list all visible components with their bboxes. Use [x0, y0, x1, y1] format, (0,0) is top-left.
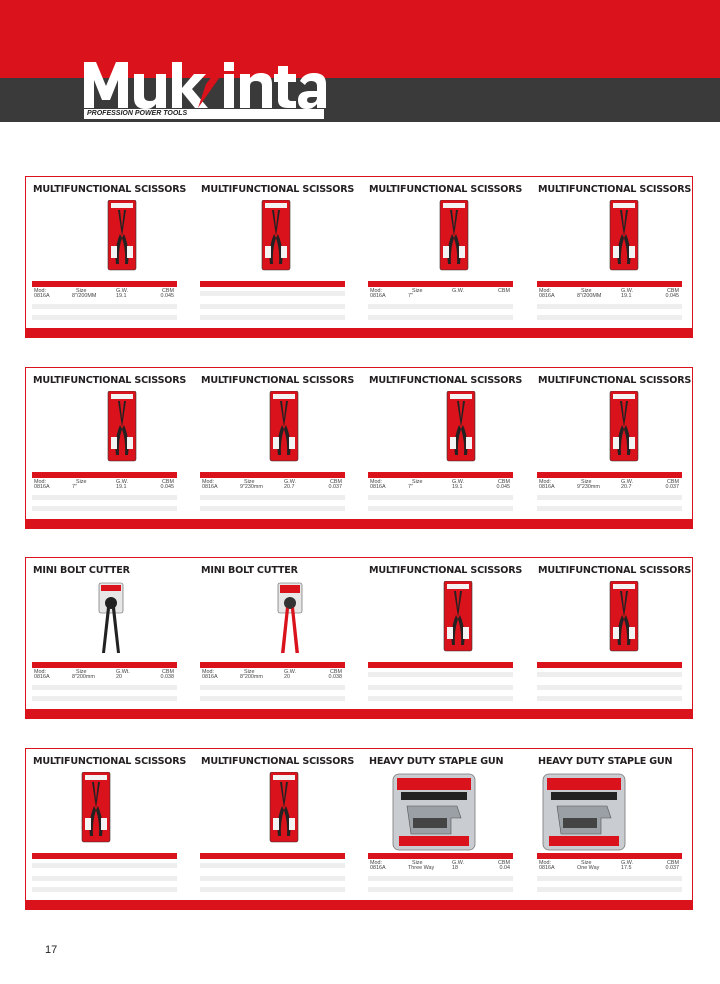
spec-model-value: 0816A — [34, 484, 50, 490]
product-section — [25, 367, 693, 529]
spec-size-label: Size — [581, 288, 592, 294]
spec-size-label: Size — [581, 860, 592, 866]
spec-row-stripe — [368, 506, 513, 511]
product-card — [531, 368, 692, 518]
spec-model-label: Mod: — [202, 669, 214, 675]
product-title: MINI BOLT CUTTER — [201, 565, 298, 576]
spec-size-value: 8"/200MM — [72, 293, 97, 299]
product-card — [362, 177, 523, 327]
spec-row-stripe — [537, 506, 682, 511]
spec-table — [537, 479, 682, 491]
product-title: MULTIFUNCTIONAL SCISSORS — [201, 756, 355, 767]
spec-row-stripe — [32, 685, 177, 690]
product-title: MULTIFUNCTIONAL SCISSORS — [369, 184, 523, 195]
spec-cbm-label: CBM — [667, 288, 679, 294]
product-card — [194, 558, 344, 708]
spec-gw-label: G.W. — [621, 860, 633, 866]
spec-table — [32, 479, 177, 491]
spec-table — [32, 669, 177, 681]
spec-size-value: 7" — [408, 293, 413, 299]
spec-table — [368, 860, 513, 872]
spec-cbm-value: 0.045 — [665, 293, 679, 299]
spec-gw-value: 20.7 — [621, 484, 632, 490]
spec-size-label: Size — [412, 479, 423, 485]
spec-size-label: Size — [244, 669, 255, 675]
spec-table — [537, 860, 682, 872]
spec-header-bar — [537, 853, 682, 859]
spec-cbm-value: 0.045 — [160, 293, 174, 299]
product-card — [26, 368, 187, 518]
spec-row-stripe — [32, 315, 177, 320]
spec-row-empty — [32, 863, 177, 868]
spec-header-bar — [537, 662, 682, 668]
spec-size-label: Size — [412, 288, 423, 294]
spec-row-stripe — [368, 887, 513, 892]
spec-gw-value: 20 — [284, 674, 290, 680]
spec-size-value: 7" — [72, 484, 77, 490]
spec-model-value: 0816A — [370, 865, 386, 871]
section-footer-bar — [26, 900, 692, 909]
product-title: MULTIFUNCTIONAL SCISSORS — [201, 184, 355, 195]
product-card — [194, 177, 355, 327]
spec-cbm-value: 0.037 — [665, 865, 679, 871]
spec-row-stripe — [32, 495, 177, 500]
spec-cbm-label: CBM — [330, 479, 342, 485]
spec-size-value: 7" — [408, 484, 413, 490]
spec-table — [368, 288, 513, 300]
spec-cbm-label: CBM — [162, 669, 174, 675]
spec-model-label: Mod: — [370, 479, 382, 485]
spec-gw-value: 19.1 — [452, 484, 463, 490]
product-title: MULTIFUNCTIONAL SCISSORS — [201, 375, 355, 386]
spec-row-stripe — [537, 315, 682, 320]
spec-cbm-value: 0.038 — [160, 674, 174, 680]
spec-gw-label: G.W. — [452, 479, 464, 485]
product-title: MULTIFUNCTIONAL SCISSORS — [369, 375, 523, 386]
spec-size-label: Size — [76, 479, 87, 485]
scissors-image — [266, 391, 302, 465]
spec-model-label: Mod: — [539, 479, 551, 485]
spec-table — [368, 479, 513, 491]
product-card — [26, 558, 176, 708]
spec-model-label: Mod: — [370, 860, 382, 866]
spec-row-stripe — [200, 495, 345, 500]
spec-row-stripe — [368, 685, 513, 690]
spec-size-value: 8"200mm — [240, 674, 263, 680]
spec-row-stripe — [537, 685, 682, 690]
spec-row-empty — [200, 863, 345, 868]
spec-model-value: 0816A — [34, 674, 50, 680]
product-card — [531, 558, 692, 708]
product-title: MULTIFUNCTIONAL SCISSORS — [33, 756, 187, 767]
scissors-image — [104, 391, 140, 465]
scissors-image — [436, 200, 472, 274]
spec-header-bar — [200, 853, 345, 859]
spec-gw-label: G.W. — [284, 669, 296, 675]
spec-header-bar — [537, 472, 682, 478]
product-card — [362, 749, 512, 899]
product-title: MULTIFUNCTIONAL SCISSORS — [33, 184, 187, 195]
spec-row-stripe — [368, 876, 513, 881]
staple-gun-image — [391, 770, 477, 852]
spec-row-stripe — [32, 887, 177, 892]
spec-gw-label: G.W. — [284, 479, 296, 485]
scissors-image — [443, 391, 479, 465]
spec-model-label: Mod: — [34, 669, 46, 675]
spec-table — [32, 288, 177, 300]
spec-row-stripe — [200, 304, 345, 309]
spec-row-stripe — [32, 876, 177, 881]
spec-row-stripe — [537, 876, 682, 881]
spec-model-value: 0816A — [34, 293, 50, 299]
spec-gw-label: G.Wt. — [116, 669, 130, 675]
spec-gw-value: 17.5 — [621, 865, 632, 871]
spec-header-bar — [368, 662, 513, 668]
spec-size-label: Size — [244, 479, 255, 485]
spec-size-value: 9"230mm — [240, 484, 263, 490]
product-title: MULTIFUNCTIONAL SCISSORS — [538, 184, 692, 195]
spec-row-stripe — [537, 887, 682, 892]
spec-row-stripe — [200, 876, 345, 881]
spec-size-label: Size — [581, 479, 592, 485]
spec-size-label: Size — [76, 288, 87, 294]
product-section — [25, 557, 693, 719]
spec-header-bar — [200, 281, 345, 287]
product-title: MULTIFUNCTIONAL SCISSORS — [538, 565, 692, 576]
bolt-cutter-image — [93, 581, 129, 655]
spec-gw-label: G.W. — [452, 860, 464, 866]
spec-header-bar — [32, 662, 177, 668]
spec-row-stripe — [368, 495, 513, 500]
product-title: MINI BOLT CUTTER — [33, 565, 130, 576]
spec-cbm-value: 0.045 — [496, 484, 510, 490]
scissors-image — [606, 200, 642, 274]
product-card — [26, 177, 187, 327]
spec-header-bar — [200, 662, 345, 668]
spec-cbm-label: CBM — [498, 288, 510, 294]
page-number: 17 — [45, 944, 58, 956]
spec-cbm-label: CBM — [667, 479, 679, 485]
spec-gw-value: 19.1 — [116, 484, 127, 490]
bolt-cutter-image — [272, 581, 308, 655]
spec-row-empty — [368, 672, 513, 677]
scissors-image — [266, 772, 302, 846]
spec-row-stripe — [32, 696, 177, 701]
spec-row-empty — [537, 672, 682, 677]
section-footer-bar — [26, 328, 692, 337]
spec-table — [200, 669, 345, 681]
spec-model-label: Mod: — [34, 479, 46, 485]
product-title: MULTIFUNCTIONAL SCISSORS — [369, 565, 523, 576]
brand-logo-mark — [82, 56, 328, 110]
spec-model-value: 0816A — [202, 674, 218, 680]
spec-row-stripe — [368, 304, 513, 309]
spec-model-label: Mod: — [370, 288, 382, 294]
product-card — [194, 368, 355, 518]
product-card — [26, 749, 187, 899]
spec-size-value: 9"230mm — [577, 484, 600, 490]
spec-size-value: 8"200mm — [72, 674, 95, 680]
spec-row-stripe — [200, 887, 345, 892]
product-card — [531, 749, 681, 899]
spec-model-value: 0816A — [539, 293, 555, 299]
spec-model-label: Mod: — [34, 288, 46, 294]
spec-row-stripe — [368, 696, 513, 701]
spec-cbm-value: 0.037 — [665, 484, 679, 490]
spec-gw-label: G.W. — [116, 288, 128, 294]
scissors-image — [606, 581, 642, 655]
product-title: HEAVY DUTY STAPLE GUN — [538, 756, 673, 767]
spec-header-bar — [200, 472, 345, 478]
spec-cbm-label: CBM — [330, 669, 342, 675]
spec-header-bar — [32, 472, 177, 478]
spec-row-stripe — [32, 506, 177, 511]
scissors-image — [78, 772, 114, 846]
spec-model-value: 0816A — [539, 865, 555, 871]
spec-cbm-label: CBM — [498, 479, 510, 485]
spec-gw-value: 18 — [452, 865, 458, 871]
spec-gw-label: G.W. — [621, 288, 633, 294]
spec-size-label: Size — [76, 669, 87, 675]
spec-row-empty — [200, 291, 345, 296]
spec-model-value: 0816A — [539, 484, 555, 490]
spec-header-bar — [32, 281, 177, 287]
spec-model-label: Mod: — [539, 860, 551, 866]
spec-gw-value: 20 — [116, 674, 122, 680]
spec-gw-value: 19.1 — [621, 293, 632, 299]
spec-row-stripe — [200, 696, 345, 701]
spec-size-value: Three Way — [408, 865, 435, 871]
spec-model-value: 0816A — [370, 293, 386, 299]
section-footer-bar — [26, 709, 692, 718]
product-card — [531, 177, 692, 327]
scissors-image — [606, 391, 642, 465]
spec-gw-value: 19.1 — [116, 293, 127, 299]
product-card — [362, 558, 523, 708]
spec-header-bar — [368, 472, 513, 478]
spec-header-bar — [537, 281, 682, 287]
spec-size-label: Size — [412, 860, 423, 866]
staple-gun-image — [541, 770, 627, 852]
product-card — [362, 368, 523, 518]
spec-model-value: 0816A — [370, 484, 386, 490]
spec-row-stripe — [200, 506, 345, 511]
spec-row-stripe — [200, 685, 345, 690]
spec-model-value: 0816A — [202, 484, 218, 490]
spec-cbm-value: 0.045 — [160, 484, 174, 490]
spec-row-stripe — [32, 304, 177, 309]
spec-gw-label: G.W. — [116, 479, 128, 485]
spec-header-bar — [368, 853, 513, 859]
spec-table — [200, 479, 345, 491]
spec-row-stripe — [537, 696, 682, 701]
scissors-image — [440, 581, 476, 655]
spec-row-stripe — [368, 315, 513, 320]
spec-row-stripe — [537, 304, 682, 309]
spec-cbm-label: CBM — [667, 860, 679, 866]
spec-size-value: 8"/200MM — [577, 293, 602, 299]
brand-logo — [82, 56, 328, 122]
spec-model-label: Mod: — [202, 479, 214, 485]
product-title: MULTIFUNCTIONAL SCISSORS — [538, 375, 692, 386]
spec-cbm-label: CBM — [498, 860, 510, 866]
brand-tagline: PROFESSION POWER TOOLS — [84, 109, 324, 119]
spec-row-stripe — [537, 495, 682, 500]
product-section — [25, 176, 693, 338]
spec-gw-label: G.W. — [452, 288, 464, 294]
spec-row-stripe — [200, 315, 345, 320]
spec-cbm-label: CBM — [162, 479, 174, 485]
product-title: MULTIFUNCTIONAL SCISSORS — [33, 375, 187, 386]
spec-cbm-label: CBM — [162, 288, 174, 294]
spec-header-bar — [32, 853, 177, 859]
scissors-image — [258, 200, 294, 274]
product-section — [25, 748, 693, 910]
spec-size-value: One Way — [577, 865, 600, 871]
spec-cbm-value: 0.04 — [499, 865, 510, 871]
spec-table — [537, 288, 682, 300]
spec-header-bar — [368, 281, 513, 287]
product-card — [194, 749, 355, 899]
spec-model-label: Mod: — [539, 288, 551, 294]
spec-gw-value: 20.7 — [284, 484, 295, 490]
product-title: HEAVY DUTY STAPLE GUN — [369, 756, 504, 767]
scissors-image — [104, 200, 140, 274]
spec-cbm-value: 0.037 — [328, 484, 342, 490]
section-footer-bar — [26, 519, 692, 528]
spec-cbm-value: 0.038 — [328, 674, 342, 680]
spec-gw-label: G.W. — [621, 479, 633, 485]
